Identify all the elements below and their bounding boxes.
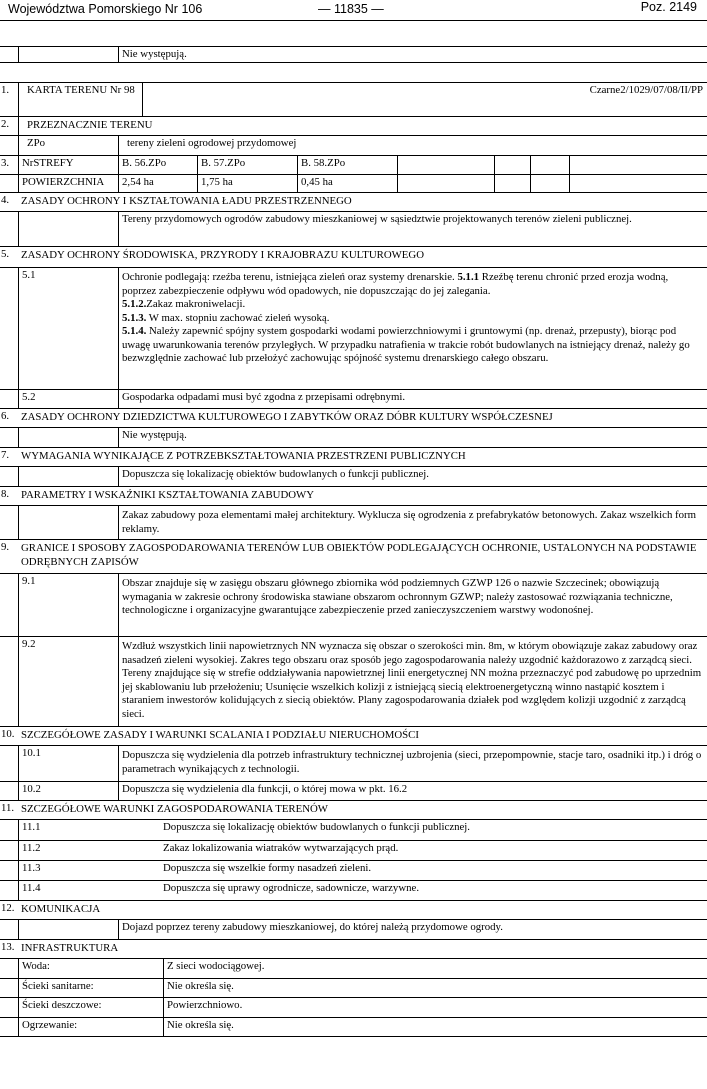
section-title: PRZEZNACZNIE TERENU [18,117,707,135]
infra-value: Nie określa się. [163,1018,707,1036]
row-section-7 [0,448,707,467]
section-text: Zakaz zabudowy poza elementami małej architektury. Wyklucza się ogrodzenia z prefabrykatów betonowych. Zakaz wszelkich form reklamy. [118,506,707,539]
section-text: Dopuszcza się lokalizację obiektów budowlanych o funkcji publicznej. [118,467,707,486]
item-id: 9.2 [18,637,118,726]
row-infra-heating [0,1018,707,1037]
item-text: Dopuszcza się lokalizację obiektów budowlanych o funkcji publicznej. [163,821,471,833]
item-text: Dopuszcza się uprawy ogrodnicze, sadownicze, warzywne. [163,882,420,894]
row-9-1 [0,574,707,637]
item-text: Ochronie podlegają: rzeźba terenu, istniejąca zieleń oraz systemy drenarskie. 5.1.1 Rzeźbę terenu chronić przed erozja wodną, poprzez zabezpieczenie odpływu wód opadowych, nie dopuszczając do jej zalegania. 5.1.2.Zakaz makroniwelacji. 5.1.3. W max. stopniu zachować zieleń wysoką. 5.1.4. Należy zapewnić spójny system gospodarki wodami powierzchniowymi i gruntowymi (np. drenaż, przepusty), biorąc pod uwagę uwarunkowania terenów przyległych. W przypadku natrafienia w trakcie robót budowlanych na istniejący drenaż, należy go bezwzględnie zachować lub przełożyć zachowując spójność systemu drenarskiego całego obszaru. [118,268,707,389]
infra-label: Woda: [18,959,163,978]
section-number: 6. [1,410,10,422]
row-section-6 [0,409,707,428]
section-text: Nie występują. [118,428,707,447]
row-section-4 [0,193,707,212]
section-text: Dojazd poprzez tereny zabudowy mieszkaniowej, do której należą przydomowe ogrody. [118,920,707,939]
item-id: 10.2 [18,782,118,800]
item-id: 5.1 [18,268,118,389]
section-title: WYMAGANIA WYNIKAJĄCE Z POTRZEBKSZTAŁTOWANIA PRZESTRZENI PUBLICZNYCH [21,450,466,462]
item-text: Zakaz lokalizowania wiatraków wytwarzających prąd. [163,842,399,854]
row-11-1 [0,820,707,841]
item-text: Obszar znajduje się w zasięgu obszaru głównego zbiornika wód podziemnych GZWP 126 o nazwie Szczecinek; obowiązują wymagania w zakresie ochrony środowiska stawiane obszarom ochronnym GZWP; należy zastosować rozwiązania techniczne, technologiczne i organizacyjne gwarantujące zabezpieczenie przed zanieczyszczeniem warstwy wodonośnej. [118,574,707,636]
row-section-4-body [0,212,707,247]
section-number: 12. [1,902,15,914]
row-11-2 [0,841,707,861]
row-area [0,175,707,193]
row-section-11 [0,801,707,820]
position-number: Poz. 2149 [640,0,697,14]
row-zone-numbers [0,156,707,175]
section-title: KOMUNIKACJA [21,903,101,915]
top-text: Nie występują. [118,47,707,62]
item-id: 10.1 [18,746,118,781]
zone-area: 1,75 ha [197,175,297,192]
label-powierzchnia: POWIERZCHNIA [18,175,118,192]
row-10-2 [0,782,707,801]
section-title: ZASADY OCHRONY ŚRODOWISKA, PRZYRODY I KRAJOBRAZU KULTUROWEGO [21,249,424,261]
infra-value: Z sieci wodociągowej. [163,959,707,978]
item-id: 9.1 [18,574,118,636]
item-text: Wzdłuż wszystkich linii napowietrznych NN wyznacza się obszar o szerokości min. 8m, w którym obowiązuje zakaz zabudowy oraz nasadzeń zieleni wysokiej. Zakres tego obszaru oraz sposób jego zagospodarowania należy uzgodnić każdorazowo z zarządcą sieci. Tereny znajdujące się w strefie oddziaływania napowietrznej linii energetycznej NN można przeznaczyć pod zabudowę po uprzednim jej skablowaniu lub przełożeniu; Usunięcie wszelkich kolizji z istniejącą siecią elektroenergetyczną winno nastąpić kosztem i staraniem inwestorów kolidujących z siecią obiektów. Plany zagospodarowania działek pod względem kolizji uzgodnić z zarządcą sieci. [118,637,707,726]
section-number: 8. [1,488,10,500]
item-id: 11.2 [18,841,160,860]
section-title: ZASADY OCHRONY DZIEDZICTWA KULTUROWEGO I ZABYTKÓW ORAZ DÓBR KULTURY WSPÓŁCZESNEJ [21,411,553,423]
section-number: 7. [1,449,10,461]
row-11-4 [0,881,707,901]
label-nrstrefy: NrSTREFY [18,156,118,174]
row-5-1 [0,268,707,390]
journal-title: Województwa Pomorskiego Nr 106 [8,2,203,16]
row-section-5 [0,247,707,268]
section-number: 2. [1,118,10,130]
row-section-13 [0,940,707,959]
row-infra-sanitary [0,979,707,998]
row-section-10 [0,727,707,746]
item-text: Gospodarka odpadami musi być zgodna z przepisami odrębnymi. [118,390,707,408]
section-title: INFRASTRUKTURA [21,942,119,954]
row-11-3 [0,861,707,881]
infra-label: Ścieki deszczowe: [18,998,163,1017]
page-header [0,0,707,18]
section-number: 10. [1,728,15,740]
item-id: 11.3 [18,861,160,880]
row-5-2 [0,390,707,409]
zone-number: B. 56.ZPo [118,156,197,174]
row-9-2 [0,637,707,727]
section-text: Tereny przydomowych ogrodów zabudowy mieszkaniowej w sąsiedztwie projektowanych terenów zieleni publicznej. [118,212,707,246]
page-number: — 11835 — [318,2,384,16]
item-id: 11.4 [18,881,160,900]
row-section-12 [0,901,707,920]
item-id: 11.1 [18,820,160,840]
row-infra-rain [0,998,707,1018]
zone-number: B. 58.ZPo [297,156,397,174]
row-section-2 [0,117,707,136]
infra-label: Ścieki sanitarne: [18,979,163,997]
infra-value: Powierzchniowo. [163,998,707,1017]
zone-number: B. 57.ZPo [197,156,297,174]
row-purpose [0,136,707,156]
item-text: Dopuszcza się wydzielenia dla potrzeb infrastruktury technicznej uzbrojenia (sieci, przepompownie, stacje taro, osadniki itp.) i dróg o parametrach wynikających z technologii. [118,746,707,781]
row-10-1 [0,746,707,782]
section-title: SZCZEGÓŁOWE WARUNKI ZAGOSPODAROWANIA TERENÓW [21,803,328,815]
header-rule [0,20,707,21]
card-code: Czarne2/1029/07/08/II/PP [142,83,707,116]
section-number: 4. [1,194,10,206]
card-label: KARTA TERENU Nr 98 [18,83,142,116]
section-number: 11. [1,802,15,814]
row-section-8-body [0,506,707,540]
section-number: 9. [1,541,10,553]
section-title: ZASADY OCHRONY I KSZTAŁTOWANIA ŁADU PRZESTRZENNEGO [21,195,352,207]
section-title: PARAMETRY I WSKAŹNIKI KSZTAŁTOWANIA ZABUDOWY [21,489,315,501]
zone-area: 0,45 ha [297,175,397,192]
section-number: 5. [1,248,10,260]
top-row [0,46,707,63]
row-section-7-body [0,467,707,487]
row-section-12-body [0,920,707,940]
section-number: 3. [1,157,10,169]
item-text: Dopuszcza się wydzielenia dla funkcji, o której mowa w pkt. 16.2 [118,782,707,800]
section-number: 1. [1,84,10,96]
infra-value: Nie określa się. [163,979,707,997]
section-number: 13. [1,941,15,953]
section-title: GRANICE I SPOSOBY ZAGOSPODAROWANIA TERENÓW LUB OBIEKTÓW PODLEGAJĄCYCH OCHRONIE, USTALONYCH NA PODSTAWIE ODRĘBNYCH ZAPISÓW [21,542,697,568]
row-section-6-body [0,428,707,448]
item-id: 5.2 [18,390,118,408]
zone-description: tereny zieleni ogrodowej przydomowej [118,136,707,155]
zone-area: 2,54 ha [118,175,197,192]
section-title: SZCZEGÓŁOWE ZASADY I WARUNKI SCALANIA I PODZIAŁU NIERUCHOMOŚCI [21,729,419,741]
row-section-8 [0,487,707,506]
item-text: Dopuszcza się wszelkie formy nasadzeń zieleni. [163,862,372,874]
row-section-9 [0,540,707,574]
row-infra-water [0,959,707,979]
row-card [0,82,707,117]
zone-symbol: ZPo [18,136,118,155]
infra-label: Ogrzewanie: [18,1018,163,1036]
